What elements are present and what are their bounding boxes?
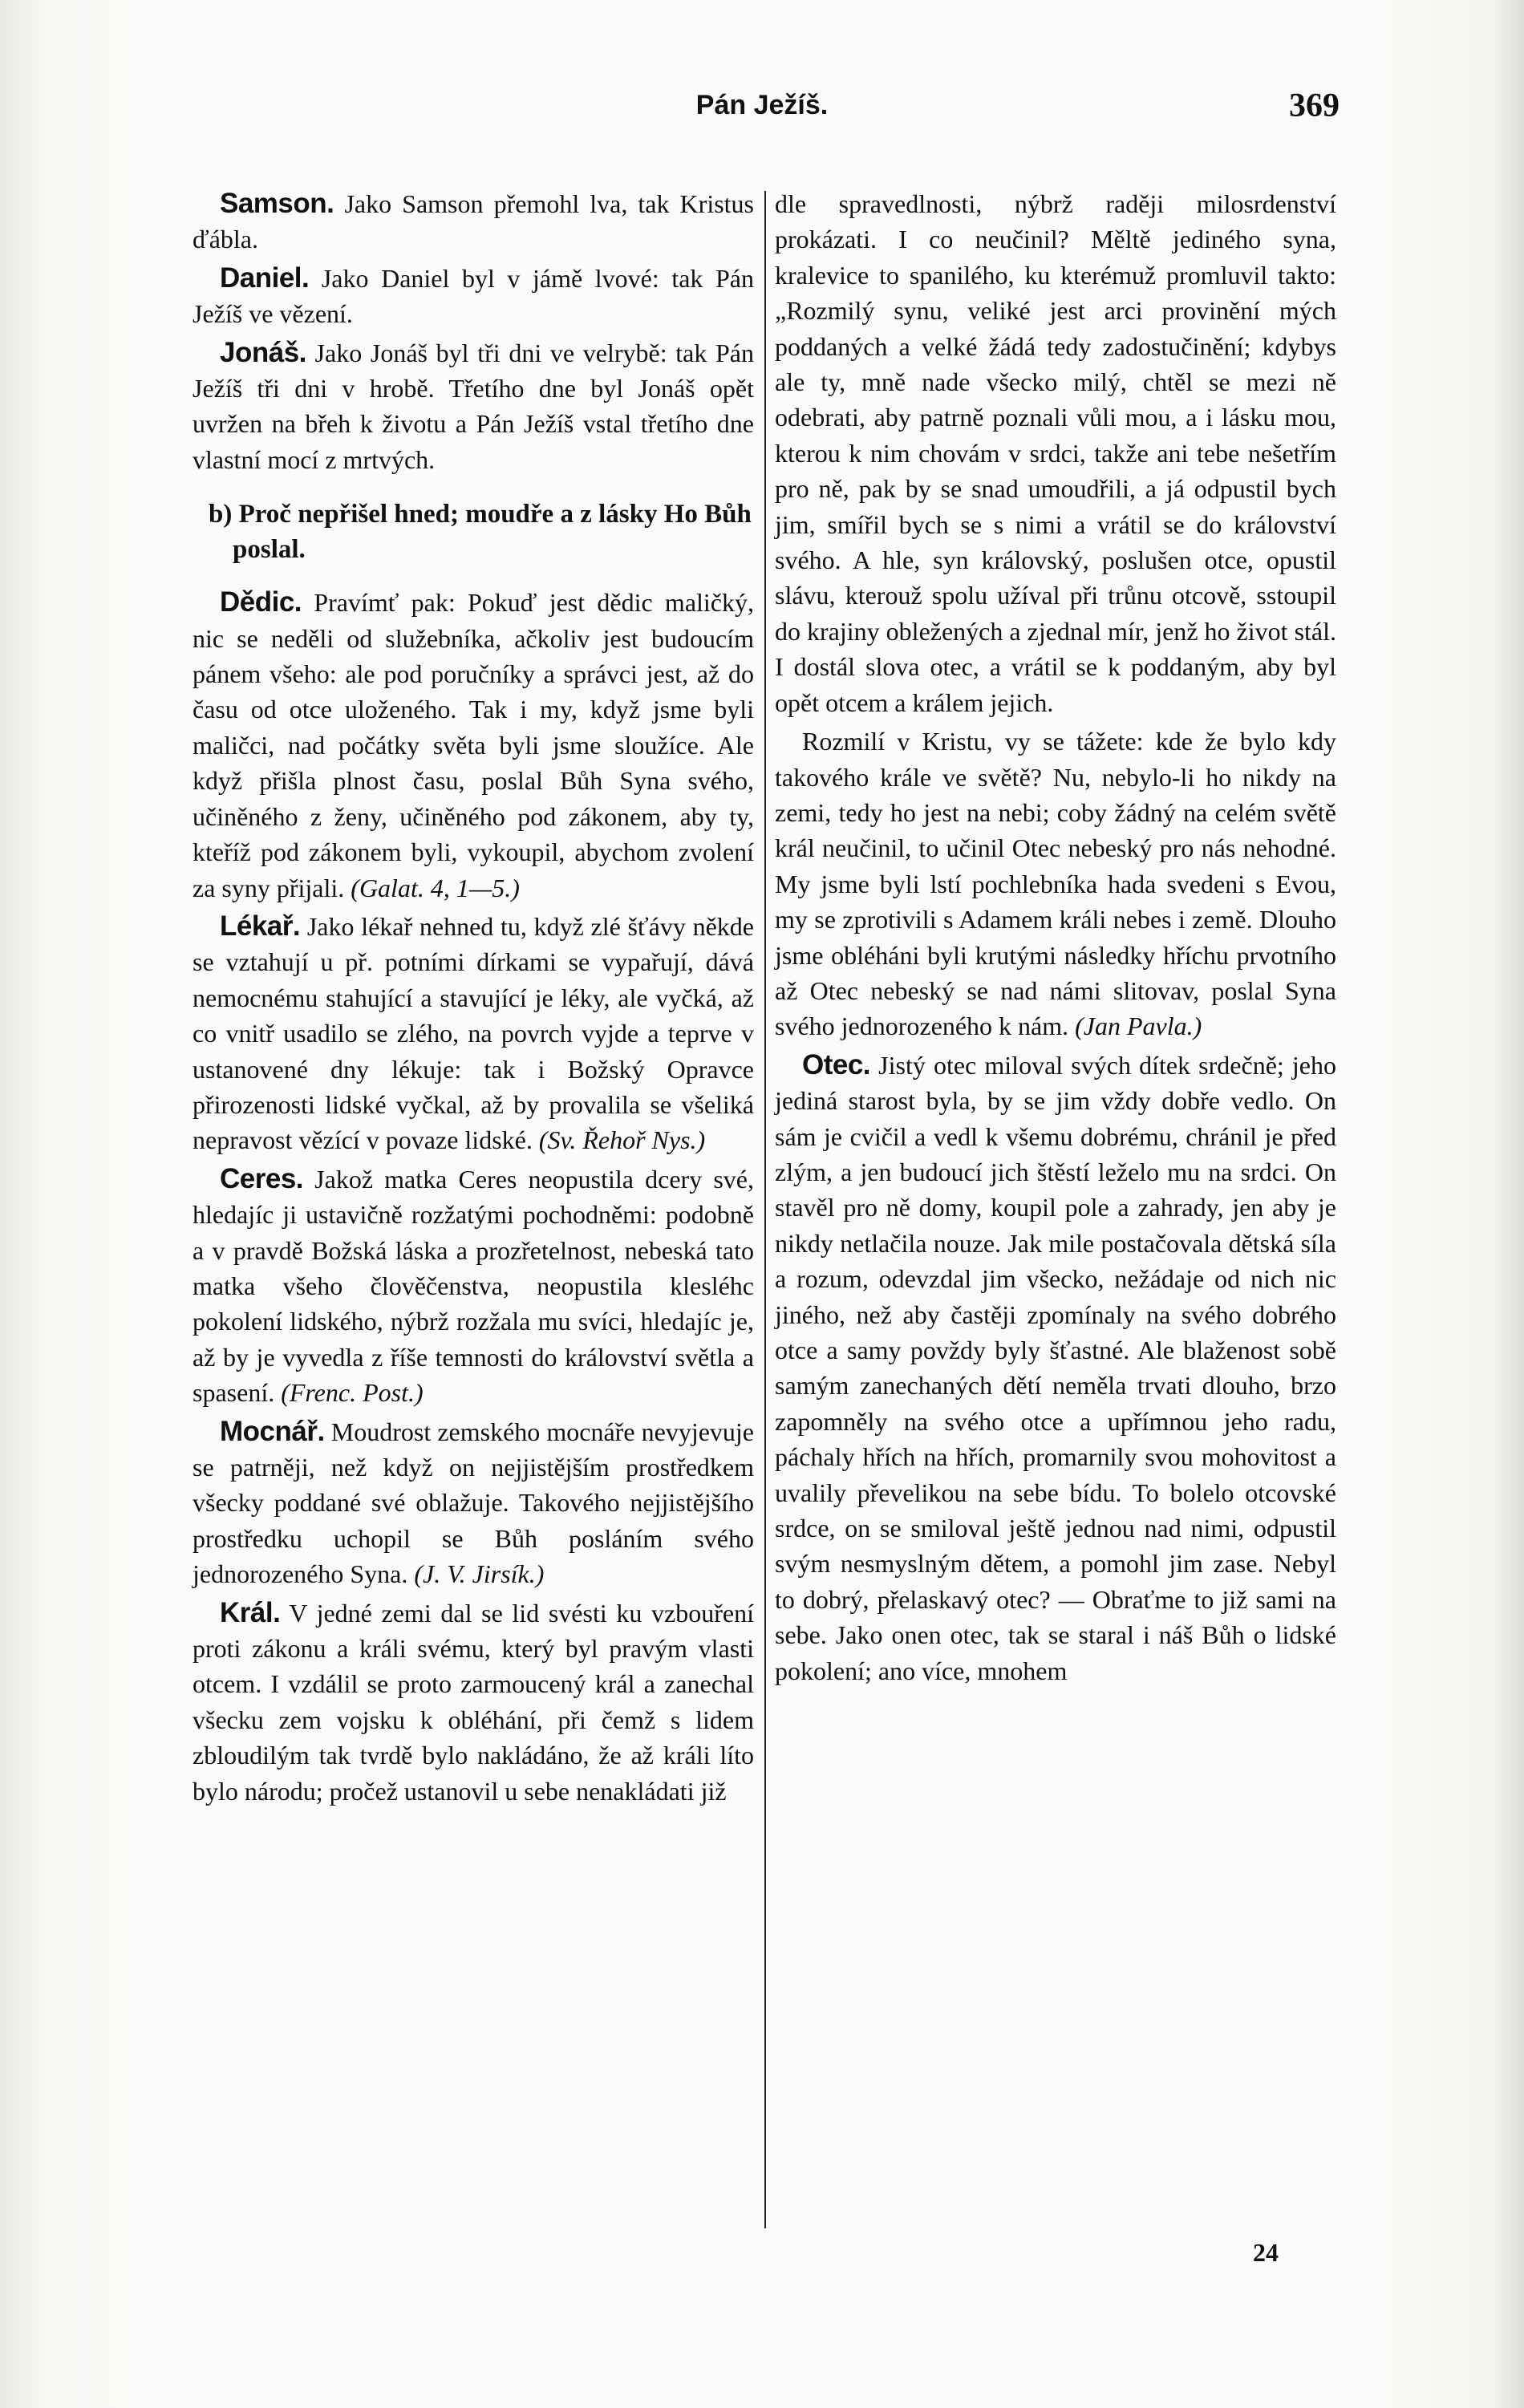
entry-otec [775,1048,1336,1688]
entry-kral [193,1595,754,1809]
entry-text: Rozmilí v Kristu, vy se tážete: kde že bylo kdy takového krále ve světě? Nu, nebylo-li ho nikdy na zemi, tedy ho jest na nebi; coby žádný na celém světě král neučinil, to učinil Otec nebeský pro nás nehodné. My jsme byli lstí pochlebníka hada svedeni s Evou, my se zprotivili s Adamem králi nebes i země. Dlouho jsme obléháni byli krutými následky hříchu prvotního až Otec nebeský se nad námi slitovav, poslal Syna svého jednorozeného k nám. [775,727,1336,1041]
entry-term: Otec. [802,1048,871,1080]
entry-lekar [193,909,754,1158]
entry-rozmili [775,724,1336,1044]
citation: (Frenc. Post.) [281,1378,424,1408]
entry-text: Jakož matka Ceres neopustila dcery své, hledajíc ji ustavičně rozžatými pochodněmi: podobně a v pravdě Božská láska a prozřetelnost, nebeská tato matka všeho člověčenstva, neopustila klesléhc pokolení lidského, nýbrž rozžala mu svíci, hledajíc je, až by je vyvedla z říše temnosti do království světla a spasení. [193,1164,755,1408]
entry-mocnar [193,1414,754,1592]
entry-jonas [193,335,754,478]
entry-term: Samson. [220,188,334,219]
entry-text: Jako Jonáš byl tři dni ve velrybě: tak Pán Ježíš tři dni v hrobě. Třetího dne byl Jonáš opět uvržen na břeh k životu a Pán Ježíš vstal třetího dne vlastní mocí z mrtvých. [193,338,755,474]
page-header [184,87,1340,138]
running-title: Pán Ježíš. [695,90,829,120]
entry-term: Dědic. [220,586,302,618]
entry-ceres [193,1161,754,1411]
entry-term: Král. [220,1596,281,1628]
citation: (Galat. 4, 1—5.) [351,873,520,902]
entry-text: Moudrost zemského mocnáře nevyjevuje se patrněji, než když on nejjistějším prostředkem všecky poddané své oblažuje. Takového nejjistějšího prostředku uchopil se Bůh posláním svého jednorozeného Syna. [193,1417,755,1589]
continuation-text: dle spravedlnosti, nýbrž raději milosrdenství prokázati. I co neučinil? Měltě jediného syna, kralevice to spanilého, ku kterémuž promluvil takto: „Rozmilý synu, veliké jest arci provinění mých poddaných a velké žádá tedy zadostučinění; kdybys ale ty, mně nade všecko milý, chtěl se mezi ně odebrati, aby patrně poznali vůli mou, a i lásku mou, kterou k nim chovám v srdci, takže ani tebe nešetřím pro ně, pak by se snad umoudřili, a já odpustil bych jim, smířil bych se s nimi a vrátil se do království svého. A hle, syn královský, poslušen otce, opustil slávu, kterouž spolu užíval při trůnu otcově, sstoupil do krajiny obležených a zjednal mír, jenž ho život stál. I dostál slova otec, a vrátil se k poddaným, aby byl opět otcem a králem jejich. [775,189,1336,717]
entry-term: Jonáš. [220,336,306,368]
page-number: 369 [1289,87,1340,124]
entry-text: V jedné zemi dal se lid svésti ku vzbouření proti zákonu a králi svému, který byl pravým vlasti otcem. I vzdálil se proto zarmoucený král a zanechal všecku zem vojsku k obléhání, při čemž s lidem zbloudilým tak tvrdě bylo nakládáno, že až králi líto bylo národu; pročež ustanovil u sebe nenakládati již [193,1598,755,1806]
entry-text: Pravímť pak: Pokuď jest dědic maličký, nic se neděli od služebníka, ačkoliv jest budoucím pánem všeho: ale pod poručníky a správci jest, až do času od otce uloženého. Tak i my, když jsme byli maličci, nad počátky světa byli jsme sloužíce. Ale když přišla plnost času, poslal Bůh Syna svého, učiněného z ženy, učiněného pod zákonem, aby ty, kteříž pod zákonem byli, vykoupil, abychom zvolení za syny přijali. [193,588,755,902]
entry-text: Jako Daniel byl v jámě lvové: tak Pán Ježíš ve vězení. [193,263,754,329]
citation: (Jan Pavla.) [1075,1011,1202,1041]
entry-term: Ceres. [220,1162,304,1194]
signature-number: 24 [1253,2238,1279,2267]
entry-text: Jako Samson přemohl lva, tak Kristus ďábla. [193,189,755,254]
entry-text: Jako lékař nehned tu, když zlé šťávy někde se vztahují u př. potními dírkami se vypařují, dává nemocnému stahující a stavující je léky, ale vyčká, až co vnitř usadilo se zlého, na povrch vyjde a teprve v ustanovené dny lékuje: tak i Božský Opravce přirozenosti lidské vyčkal, až by provalila se všeliká nepravost vězící v povaze lidské. [193,911,755,1155]
entry-term: Lékař. [220,910,301,942]
citation: (J. V. Jirsík.) [414,1559,545,1589]
entry-text: Jistý otec miloval svých dítek srdečně; jeho jediná starost byla, by se jim vždy dobře vedlo. On sám je cvičil a vedl k všemu dobrému, chránil je před zlým, a jen budoucí jich štěstí leželo mu na srdci. On stavěl pro ně domy, koupil pole a zahrady, jen aby je nikdy netlačila nouze. Jak mile postačovala dětská síla a rozum, odevzdal jim všecko, nežádaje od nich nic jiného, než aby častěji zpomínaly na svého dobrého otce a samy povždy byly šťastné. Ale blaženost sobě samým zanechaných dětí neměla trvati dlouho, brzo zapomněly na svého otce a upřímnou jeho radu, páchaly hřích na hřích, promarnily svou mohovitost a uvalily převelikou na sebe bídu. To bolelo otcovské srdce, on se smiloval ještě jednou nad nimi, odpustil svým nesmyslným dětem, a pomohl jim zase. Nebyl to dobrý, přelaskavý otec? — Obraťme to již sami na sebe. Jako onen otec, tak se staral i náš Bůh o lidské pokolení; ano více, mnohem [775,1050,1337,1685]
entry-samson [193,186,754,257]
right-column [775,186,1336,1692]
section-heading: b) Proč nepřišel hned; moudře a z lásky Ho Bůh poslal. [209,500,752,565]
entry-dedic [193,585,754,906]
entry-term: Daniel. [220,261,310,294]
entry-daniel [193,261,754,332]
entry-term: Mocnář. [220,1415,325,1447]
left-column [193,186,754,1812]
citation: (Sv. Řehoř Nys.) [538,1125,706,1155]
column-divider [764,191,766,2228]
